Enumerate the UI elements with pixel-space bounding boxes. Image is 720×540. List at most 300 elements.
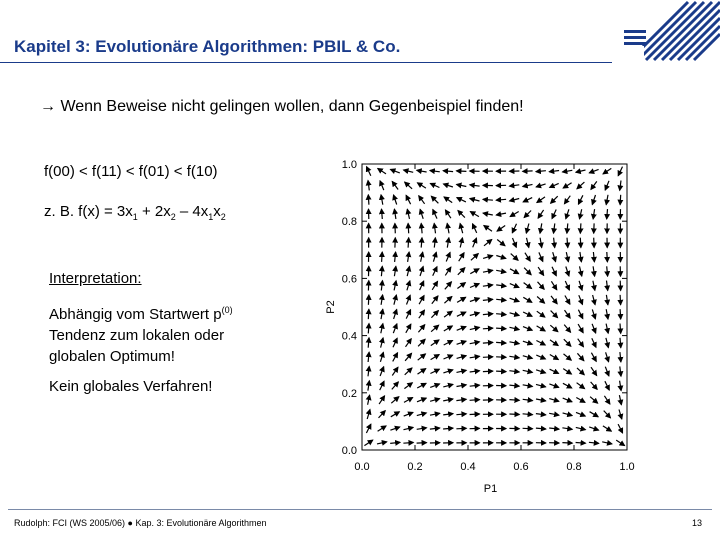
vector-arrow (470, 385, 480, 386)
vector-arrow (576, 427, 586, 429)
vector-arrow (379, 396, 385, 404)
vector-arrow (577, 368, 584, 375)
vector-arrow (523, 184, 533, 186)
vector-arrow (576, 412, 585, 416)
vector-arrow (483, 256, 493, 259)
vector-arrow (564, 325, 570, 333)
vector-arrow (470, 199, 480, 202)
interpretation-heading: Interpretation: (49, 270, 142, 287)
vector-arrow (391, 412, 400, 417)
vector-arrow (405, 353, 412, 361)
axis-ticks (362, 164, 627, 450)
vector-arrow (443, 184, 453, 187)
vector-arrow (382, 252, 383, 262)
vector-arrow (458, 211, 465, 218)
vector-arrow (483, 199, 493, 200)
vector-arrow (380, 352, 383, 362)
vector-arrow (368, 309, 369, 319)
vector-arrow (564, 339, 571, 346)
vector-arrow (593, 252, 594, 262)
vector-arrow (471, 254, 478, 261)
vector-arrow (523, 399, 533, 400)
vector-arrow (382, 209, 383, 219)
vector-arrow (620, 366, 621, 376)
vector-arrow (444, 326, 453, 331)
vector-arrow (445, 210, 451, 218)
vector-arrow (368, 181, 369, 191)
vector-arrow (620, 338, 621, 348)
x-tick-label: 0.2 (407, 461, 423, 473)
vector-arrow (592, 195, 595, 205)
vector-arrow (540, 238, 542, 248)
vector-arrow (577, 182, 585, 189)
vector-arrow (580, 209, 582, 219)
vector-arrow (367, 167, 371, 176)
vector-arrow (368, 366, 369, 376)
vector-arrow (405, 368, 412, 375)
vector-arrow (457, 312, 466, 316)
vector-arrow (380, 181, 384, 190)
vector-arrow (567, 223, 568, 233)
vector-arrow (509, 356, 519, 358)
vector-arrow (394, 309, 397, 319)
vector-arrow (420, 267, 423, 277)
vector-arrow (421, 238, 422, 248)
vector-arrow (404, 170, 414, 172)
vector-arrow (394, 266, 396, 276)
vector-arrow (592, 338, 596, 347)
vector-arrow (563, 413, 573, 416)
vector-arrow (578, 195, 583, 204)
vector-arrow (538, 210, 544, 218)
vector-arrow (566, 252, 568, 262)
vector-arrow (394, 209, 396, 219)
vector-arrow (417, 398, 426, 402)
vector-arrow (620, 181, 621, 191)
vector-arrow (523, 414, 533, 415)
vector-arrow (404, 412, 413, 416)
vector-arrow (496, 285, 506, 286)
vector-arrow (470, 327, 480, 329)
vector-arrow (457, 198, 466, 202)
vector-arrow (407, 266, 409, 276)
vector-arrow (549, 399, 559, 402)
vector-arrow (540, 223, 542, 233)
vector-arrow (606, 309, 608, 319)
y-tick-label: 0.0 (341, 445, 357, 457)
vector-arrow (524, 211, 531, 218)
vector-arrow (513, 238, 517, 247)
vector-arrow (470, 269, 479, 274)
vector-arrow (593, 266, 595, 276)
vector-arrow (523, 327, 532, 331)
vector-arrow (553, 252, 556, 262)
plot-frame (362, 164, 627, 450)
vector-arrow (484, 240, 492, 246)
vector-arrow (604, 411, 611, 418)
vector-arrow (456, 399, 466, 400)
vector-arrow (578, 324, 583, 333)
vector-arrow (510, 269, 519, 274)
vector-arrow (431, 325, 439, 332)
vector-arrow (406, 310, 410, 319)
x-tick-label: 0.0 (354, 461, 370, 473)
vector-arrow (527, 238, 529, 248)
vector-arrow (538, 282, 545, 290)
vector-arrow (526, 224, 529, 234)
example-prefix: z. B. f(x) = 3x (44, 203, 133, 220)
vector-arrow (579, 295, 583, 304)
vector-arrow (591, 367, 597, 375)
vector-arrow (447, 223, 449, 233)
vector-arrow (554, 238, 555, 248)
vector-arrow (605, 181, 609, 190)
vector-arrow (497, 240, 505, 246)
vector-arrow (603, 426, 612, 431)
vector-arrow (470, 356, 480, 358)
vector-arrow (444, 297, 452, 304)
vector-arrow (620, 381, 622, 391)
university-logo (612, 0, 720, 64)
vector-arrow (607, 281, 608, 291)
vector-arrow (525, 253, 530, 262)
y-tick-label: 0.6 (341, 273, 357, 286)
vector-arrow (443, 414, 453, 415)
vector-arrow (589, 427, 598, 430)
counterexample-statement: → Wenn Beweise nicht gelingen wollen, dann Gegenbeispiel finden! (40, 98, 524, 115)
vector-arrow (496, 199, 506, 200)
interpretation-text (49, 300, 309, 367)
vector-arrow (430, 171, 440, 172)
vector-arrow (496, 342, 506, 343)
vector-arrow (563, 383, 572, 388)
vector-arrow (509, 385, 519, 386)
vector-arrow (577, 383, 585, 389)
vector-arrow (381, 281, 382, 291)
vector-arrow (562, 443, 572, 444)
vector-arrow (551, 281, 556, 290)
vector-arrow (565, 310, 571, 318)
vector-arrow (419, 296, 424, 305)
vector-arrow (550, 355, 559, 360)
vector-arrow (577, 353, 584, 361)
vector-arrow (456, 171, 466, 172)
vector-arrow (419, 196, 425, 204)
vector-arrow (604, 396, 610, 404)
vector-arrow (606, 295, 608, 305)
vector-arrow (605, 381, 609, 390)
vector-arrow (483, 314, 493, 315)
vector-arrow (496, 357, 506, 358)
vector-arrow (563, 369, 571, 375)
title-divider (0, 62, 612, 63)
vector-arrow (580, 223, 581, 233)
vector-arrow (408, 252, 410, 262)
vector-arrow (368, 395, 370, 405)
vector-arrow (579, 281, 582, 291)
vector-arrow (393, 353, 398, 362)
vector-arrow (509, 400, 519, 401)
vector-arrow (606, 338, 609, 348)
vector-arrow (607, 252, 608, 262)
vector-arrow (536, 428, 546, 429)
vector-arrow (483, 371, 493, 372)
vector-arrow (605, 367, 609, 376)
vector-arrow (512, 224, 516, 233)
vector-arrow (496, 299, 506, 300)
vector-arrow (593, 281, 595, 291)
vector-arrow (511, 254, 518, 261)
page-number: 13 (692, 518, 703, 528)
vector-arrow (407, 281, 410, 291)
vector-arrow (381, 324, 383, 334)
vector-arrow (380, 367, 384, 376)
x-tick-label: 0.6 (513, 461, 529, 473)
vector-arrow (550, 369, 559, 373)
vector-arrow (562, 170, 572, 172)
vector-arrow (381, 266, 382, 276)
vector-arrow (549, 428, 559, 429)
vector-arrow (470, 212, 479, 217)
vector-arrow (620, 195, 621, 205)
vector-arrow (417, 170, 427, 172)
vector-arrow (406, 339, 412, 347)
vector-arrow (496, 270, 506, 272)
vector-arrow (549, 171, 559, 172)
vector-arrow (620, 295, 621, 305)
vector-arrow (473, 224, 477, 233)
vector-arrow (551, 296, 557, 304)
vector-arrow (381, 295, 383, 305)
vector-arrow (418, 325, 424, 333)
vector-arrow (606, 352, 609, 362)
vector-arrow (457, 385, 467, 387)
vector-arrow (430, 384, 439, 388)
vector-arrow (460, 238, 462, 248)
vector-arrow (430, 399, 440, 402)
vector-arrow (417, 428, 427, 430)
vector-arrow (620, 352, 621, 362)
vector-arrow (552, 267, 556, 276)
vector-arrow (434, 223, 435, 233)
vector-arrow (368, 295, 369, 305)
vector-arrow (536, 184, 546, 187)
vector-arrow (470, 185, 480, 186)
vector-arrow (510, 284, 519, 288)
vector-arrow (408, 223, 409, 233)
vector-arrow (444, 341, 453, 346)
x-tick-label: 1.0 (619, 461, 635, 473)
vector-arrow (483, 213, 493, 215)
vector-arrow (443, 399, 453, 401)
vector-arrow (523, 356, 533, 359)
vector-arrow (368, 381, 370, 391)
vector-arrow (408, 238, 409, 248)
vector-arrow (537, 297, 545, 304)
vector-arrow (368, 338, 369, 348)
vector-arrow (421, 223, 422, 233)
vector-arrow (457, 184, 467, 186)
vector-arrow (578, 339, 584, 347)
vector-arrow (509, 185, 519, 186)
vector-arrow (510, 313, 520, 316)
vector-arrow (417, 383, 426, 388)
vector-arrow (433, 252, 436, 262)
vector-arrow (393, 338, 397, 347)
vector-arrow (551, 311, 558, 318)
vector-arrow (593, 295, 596, 305)
vector-arrow (430, 428, 440, 429)
vector-arrow (565, 296, 570, 305)
vector-arrow (593, 209, 595, 219)
vector-arrow (523, 312, 532, 316)
vector-arrow (431, 196, 438, 203)
vector-arrow (368, 324, 369, 334)
vector-arrow (523, 171, 533, 172)
vector-arrow (432, 296, 438, 304)
vector-arrow (417, 443, 427, 444)
vector-arrow (434, 238, 435, 248)
vector-arrow (368, 195, 369, 205)
vector-arrow (536, 370, 546, 373)
vector-arrow (616, 440, 624, 446)
vector-arrow (563, 398, 572, 402)
vector-arrow (618, 424, 623, 433)
vector-arrow (417, 413, 427, 416)
vector-arrow (420, 281, 424, 290)
vector-arrow (589, 169, 598, 173)
x-tick-label: 0.8 (566, 461, 582, 473)
vector-arrow (607, 266, 608, 276)
vector-arrow (470, 313, 480, 316)
vector-arrow (404, 383, 412, 389)
vector-arrow (444, 197, 452, 203)
vector-arrow (421, 252, 423, 262)
vector-arrow (431, 311, 438, 318)
vector-arrow (443, 171, 453, 172)
vector-arrow (433, 267, 437, 276)
vector-arrow (470, 284, 479, 288)
vector-arrow (381, 338, 384, 348)
vector-arrow (563, 183, 572, 188)
vector-arrow (620, 324, 621, 334)
interpretation-conclusion: Kein globales Verfahren! (49, 378, 213, 395)
vector-arrow (537, 311, 545, 317)
vector-field-plot (318, 150, 648, 500)
vector-arrow (523, 341, 533, 344)
vector-arrow (378, 426, 387, 431)
vector-arrow (446, 252, 450, 261)
vector-arrow (457, 297, 466, 302)
vector-arrow (456, 428, 466, 429)
vector-arrow (592, 309, 595, 319)
fitness-ordering: f(00) < f(11) < f(01) < f(10) (44, 163, 218, 180)
vector-arrows (364, 167, 624, 446)
vector-arrow (619, 395, 621, 405)
vector-arrow (470, 342, 480, 344)
vector-arrow (539, 252, 543, 261)
vector-arrow (417, 183, 426, 188)
interpretation-line-1: Abhängig vom Startwert p (49, 306, 222, 323)
vector-arrow (496, 256, 506, 259)
vector-arrow (496, 371, 506, 372)
vector-arrow (509, 414, 519, 415)
vector-arrow (523, 385, 533, 387)
vector-arrow (457, 370, 467, 372)
vector-arrow (590, 412, 599, 417)
vector-arrow (536, 171, 546, 172)
vector-arrow (523, 428, 533, 429)
vector-arrow (392, 382, 399, 390)
vector-arrow (418, 339, 425, 346)
vector-arrow (523, 198, 532, 202)
vector-arrow (580, 238, 581, 248)
vector-arrow (591, 382, 598, 390)
vector-arrow (510, 342, 520, 344)
vector-arrow (392, 367, 398, 375)
vector-arrow (576, 398, 585, 403)
vector-arrow (432, 281, 437, 290)
vector-arrow (444, 355, 453, 359)
vector-arrow (567, 238, 568, 248)
vector-arrow (536, 399, 546, 401)
vector-arrow (483, 285, 493, 286)
vector-arrow (578, 310, 582, 319)
vector-arrow (457, 341, 467, 344)
vector-arrow (536, 355, 545, 359)
vector-arrow (470, 400, 480, 401)
vector-arrow (368, 352, 369, 362)
axis-labels (325, 159, 635, 495)
vector-arrow (537, 326, 546, 331)
vector-arrow (444, 311, 452, 317)
vector-arrow (404, 427, 414, 429)
slide-title: Kapitel 3: Evolutionäre Algorithmen: PBIL & Co. (14, 37, 401, 56)
vector-arrow (537, 197, 545, 203)
vector-arrow (457, 356, 467, 359)
vector-arrow (566, 209, 569, 219)
vector-arrow (406, 195, 411, 204)
footer-divider (8, 509, 712, 510)
vector-arrow (564, 196, 570, 204)
vector-arrow (536, 341, 545, 346)
vector-arrow (618, 167, 622, 176)
vector-arrow (484, 226, 492, 232)
vector-arrow (393, 324, 397, 333)
vector-arrow (550, 183, 559, 187)
y-tick-label: 0.4 (341, 330, 357, 343)
vector-arrow (590, 397, 598, 404)
vector-arrow (606, 195, 608, 205)
startwert-superscript: (0) (221, 305, 233, 315)
vector-arrow (576, 443, 586, 444)
vector-arrow (381, 309, 383, 319)
vector-arrow (562, 428, 572, 430)
vector-arrow (510, 298, 519, 301)
vector-arrow (576, 170, 586, 172)
vector-arrow (551, 196, 558, 203)
vector-arrow (407, 209, 409, 219)
vector-arrow (483, 328, 493, 329)
vector-arrow (430, 183, 439, 187)
example-function: z. B. $f(x) = 3x_1 + 2x_2 - 4x_1x_2$ (44, 203, 226, 222)
vector-arrow (550, 340, 558, 346)
vector-arrow (379, 411, 386, 418)
vector-arrow (406, 324, 411, 333)
vector-arrow (418, 354, 426, 360)
vector-arrow (431, 340, 439, 346)
vector-arrow (554, 223, 555, 233)
